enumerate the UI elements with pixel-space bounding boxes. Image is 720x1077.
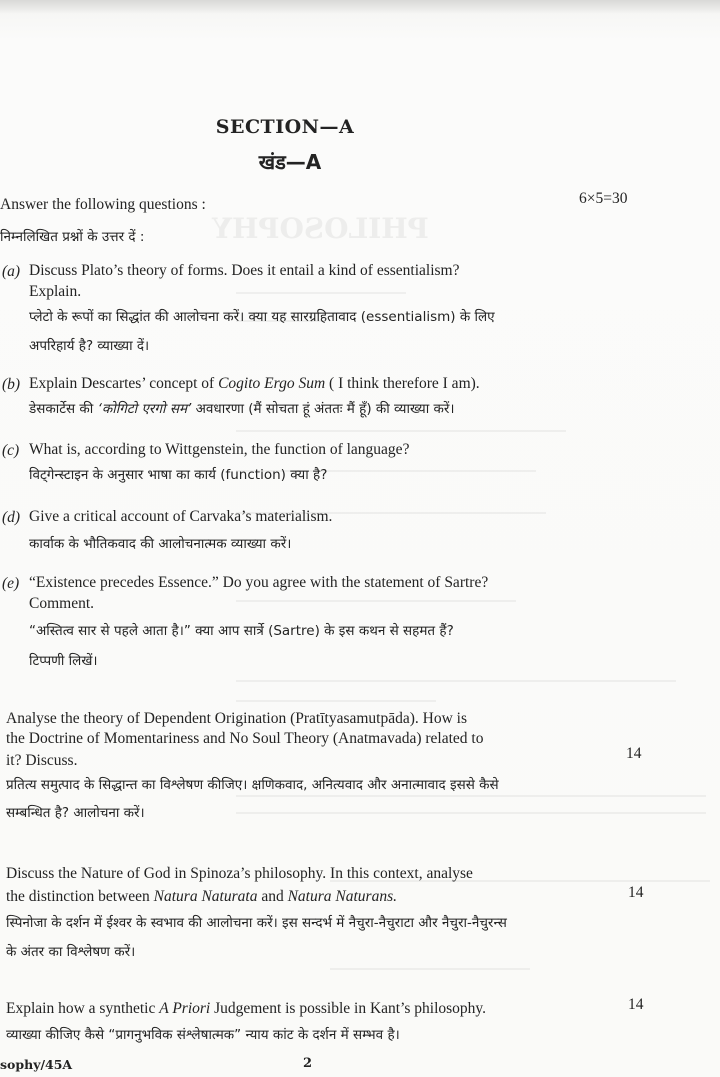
instruction-hindi: निम्नलिखित प्रश्नों के उत्तर दें : xyxy=(0,229,145,245)
question-c-english: What is, according to Wittgenstein, the function of language? xyxy=(29,441,410,458)
question-a-english-line2: Explain. xyxy=(29,283,82,300)
bleed-through-text: PHILOSOPHY xyxy=(212,212,429,245)
question-2-english-line1: Analyse the theory of Dependent Origination (Pratītyasamutpāda). How is xyxy=(6,710,468,727)
question-b-english-pre: Explain Descartes’ concept of xyxy=(29,375,219,392)
question-b-hindi xyxy=(29,399,455,420)
question-label-b: (b) xyxy=(2,376,21,393)
question-2-hindi-line1: प्रतित्य समुत्पाद के सिद्धान्त का विश्लेषण कीजिए। क्षणिकवाद, अनित्यवाद और अनात्मावाद इससे कैसे xyxy=(6,777,499,793)
question-4-hindi: व्याख्या कीजिए कैसे “प्रागनुभविक संश्लेषात्मक” न्याय कांट के दर्शन में सम्भव है। xyxy=(6,1027,400,1043)
question-3-term-natura-naturans: Natura Naturans. xyxy=(287,888,397,905)
question-d-hindi: कार्वाक के भौतिकवाद की आलोचनात्मक व्याख्या करें। xyxy=(29,536,292,552)
question-2-marks: 14 xyxy=(626,745,642,762)
question-label-a: (a) xyxy=(2,263,21,280)
question-3-hindi-line1: स्पिनोजा के दर्शन में ईश्वर के स्वभाव की आलोचना करें। इस सन्दर्भ में नैचुरा-नैचुराटा और नैचुरा-नैचुरन्स xyxy=(6,915,507,931)
bleed-through-line xyxy=(236,600,516,602)
paper-code: sophy/45A xyxy=(0,1057,73,1072)
top-shadow xyxy=(0,0,720,14)
question-3-term-natura-naturata: Natura Naturata xyxy=(153,888,258,905)
question-3-marks: 14 xyxy=(628,884,644,901)
question-e-hindi-line1: “अस्तित्व सार से पहले आता है।” क्या आप सार्त्रे (Sartre) के इस कथन से सहमत हैं? xyxy=(29,623,454,639)
question-a-english-line1: Discuss Plato’s theory of forms. Does it entail a kind of essentialism? xyxy=(29,262,460,279)
question-label-e: (e) xyxy=(2,575,20,592)
question-d-english: Give a critical account of Carvaka’s materialism. xyxy=(29,508,333,525)
question-c-hindi: विट्गेन्स्टाइन के अनुसार भाषा का कार्य (function) क्या है? xyxy=(29,467,328,483)
question-2-english-line2: the Doctrine of Momentariness and No Soul Theory (Anatmavada) related to xyxy=(6,730,484,747)
question-2-hindi-line2: सम्बन्धित है? आलोचना करें। xyxy=(6,805,145,821)
page-number: 2 xyxy=(303,1056,313,1071)
question-3-english-mid: and xyxy=(257,888,288,905)
section-title-hindi: खंड—A xyxy=(258,150,322,174)
question-b-hindi-post: अवधारणा (मैं सोचता हूं अंततः मैं हूँ) की व्याख्या करें। xyxy=(191,401,455,417)
bleed-through-line xyxy=(236,700,436,702)
question-label-c: (c) xyxy=(2,442,20,459)
section-title-english: SECTION—A xyxy=(215,116,355,138)
question-3-english-line2 xyxy=(6,886,397,907)
bleed-through-line xyxy=(236,812,706,814)
question-3-english-line1: Discuss the Nature of God in Spinoza’s philosophy. In this context, analyse xyxy=(6,865,473,882)
bleed-through-line xyxy=(236,680,676,682)
instruction-english: Answer the following questions : xyxy=(0,196,206,213)
question-b-hindi-pre: डेसकार्टेस की xyxy=(29,401,98,417)
question-a-hindi-line1: प्लेटो के रूपों का सिद्धांत की आलोचना करें। क्या यह सारग्रहितावाद (essentialism) के लिए xyxy=(29,309,495,325)
question-e-hindi-line2: टिप्पणी लिखें। xyxy=(29,653,98,669)
bleed-through-line xyxy=(236,430,566,432)
bleed-through-line xyxy=(236,292,406,294)
question-b-english-post: ( I think therefore I am). xyxy=(325,375,480,392)
question-4-english xyxy=(6,998,486,1019)
question-4-english-pre: Explain how a synthetic xyxy=(6,1000,160,1017)
instruction-marks: 6×5=30 xyxy=(579,190,628,207)
question-b-english xyxy=(29,373,480,394)
question-a-hindi-line2: अपरिहार्य है? व्याख्या दें। xyxy=(29,338,150,354)
question-b-english-italic: Cogito Ergo Sum xyxy=(218,375,326,392)
question-e-english-line1: “Existence precedes Essence.” Do you agree with the statement of Sartre? xyxy=(29,574,489,591)
question-4-marks: 14 xyxy=(628,996,644,1013)
question-4-term-a-priori: A Priori xyxy=(159,1000,211,1017)
question-3-hindi-line2: के अंतर का विश्लेषण करें। xyxy=(6,944,136,960)
question-4-english-post: Judgement is possible in Kant’s philosophy. xyxy=(210,1000,487,1017)
question-3-english-pre: the distinction between xyxy=(6,888,154,905)
question-e-english-line2: Comment. xyxy=(29,595,95,612)
question-label-d: (d) xyxy=(2,509,21,526)
bleed-through-line xyxy=(330,968,530,970)
question-2-english-line3: it? Discuss. xyxy=(6,752,78,769)
question-b-hindi-italic: ‘कोगिटो एरगो सम’ xyxy=(97,401,192,417)
